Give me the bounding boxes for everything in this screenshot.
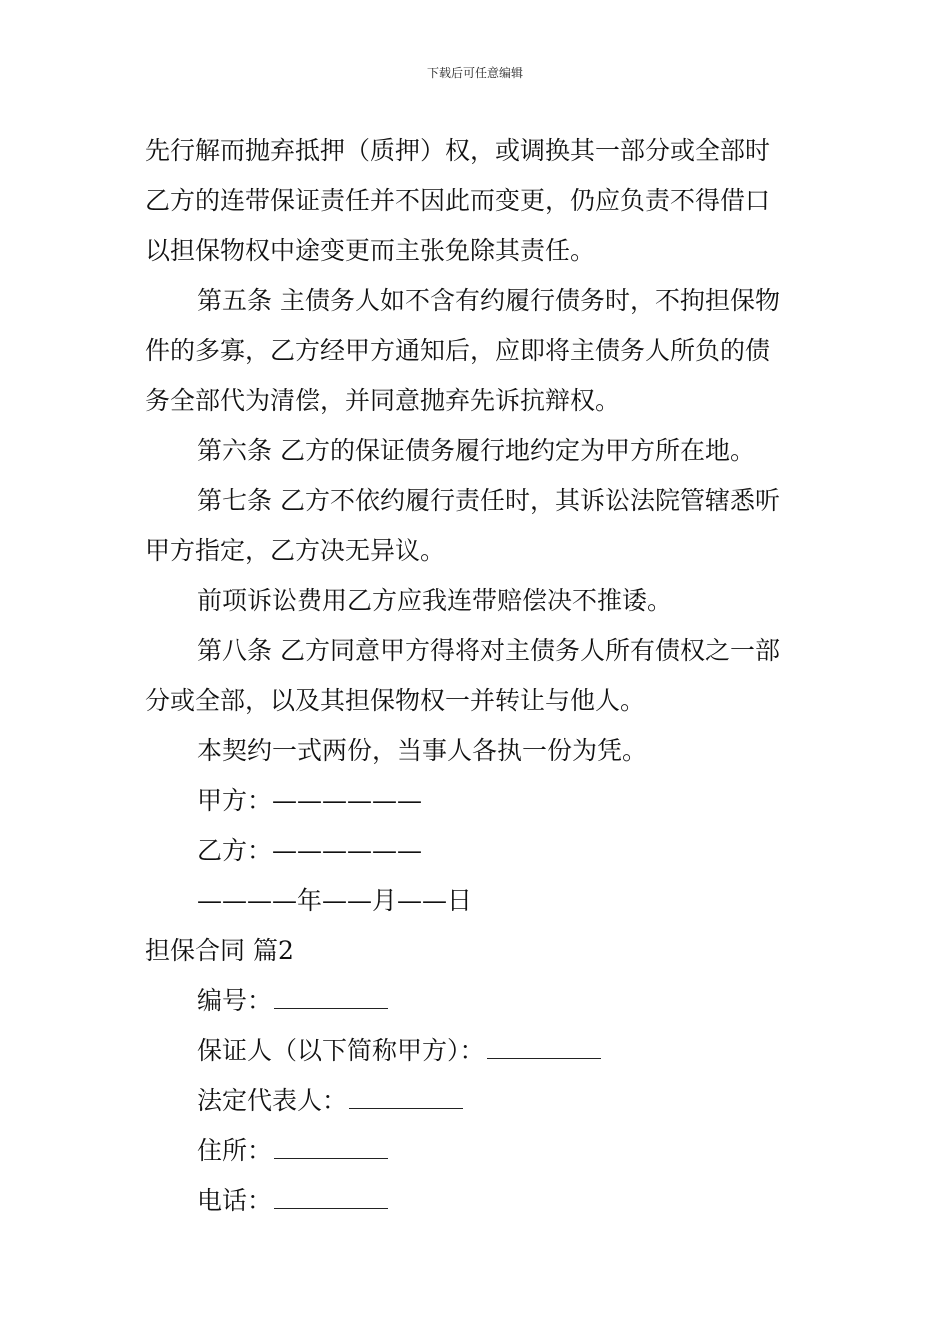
form-field-label: 保证人（以下简称甲方）： (197, 1036, 485, 1065)
party-a-signature-line: 甲方：—————— (197, 786, 423, 815)
paragraph-line: 以担保物权中途变更而主张免除其责任。 (145, 236, 596, 265)
form-field-label: 电话： (197, 1186, 273, 1215)
form-field-label: 法定代表人： (197, 1086, 348, 1115)
document-body (145, 126, 810, 1226)
paragraph-line: 乙方的连带保证责任并不因此而变更，仍应负责不得借口 (145, 186, 771, 215)
fill-in-blank (274, 1132, 388, 1159)
article-5-line: 第五条 主债务人如不含有约履行债务时，不拘担保物 (197, 286, 780, 315)
fill-in-blank (349, 1082, 463, 1109)
paragraph-line: 分或全部，以及其担保物权一并转让与他人。 (145, 686, 646, 715)
party-b-signature-line: 乙方：—————— (197, 836, 423, 865)
page-header-note: 下载后可任意编辑 (426, 66, 523, 80)
fill-in-blank (274, 982, 388, 1009)
form-field-legal-representative (145, 1076, 810, 1126)
litigation-cost-line: 前项诉讼费用乙方应我连带赔偿决不推诿。 (197, 586, 673, 615)
form-field-number (145, 976, 810, 1026)
form-field-label: 住所： (197, 1136, 273, 1165)
form-field-guarantor (145, 1026, 810, 1076)
fill-in-blank (274, 1182, 388, 1209)
article-6-line: 第六条 乙方的保证债务履行地约定为甲方所在地。 (197, 436, 755, 465)
paragraph-line: 务全部代为清偿，并同意抛弃先诉抗辩权。 (145, 386, 621, 415)
form-field-label: 编号： (197, 986, 273, 1015)
section-title: 担保合同 篇2 (145, 936, 294, 965)
form-field-address (145, 1126, 810, 1176)
date-line: ————年——月——日 (197, 886, 473, 915)
article-8-line: 第八条 乙方同意甲方得将对主债务人所有债权之一部 (197, 636, 780, 665)
article-7-line: 第七条 乙方不依约履行责任时，其诉讼法院管辖悉听 (197, 486, 780, 515)
paragraph-line: 甲方指定，乙方决无异议。 (145, 536, 446, 565)
copies-line: 本契约一式两份，当事人各执一份为凭。 (197, 736, 648, 765)
fill-in-blank (487, 1032, 601, 1059)
paragraph-line: 件的多寡，乙方经甲方通知后，应即将主债务人所负的债 (145, 336, 771, 365)
form-field-phone (145, 1176, 810, 1226)
paragraph-line: 先行解而抛弃抵押（质押）权，或调换其一部分或全部时 (145, 136, 771, 165)
